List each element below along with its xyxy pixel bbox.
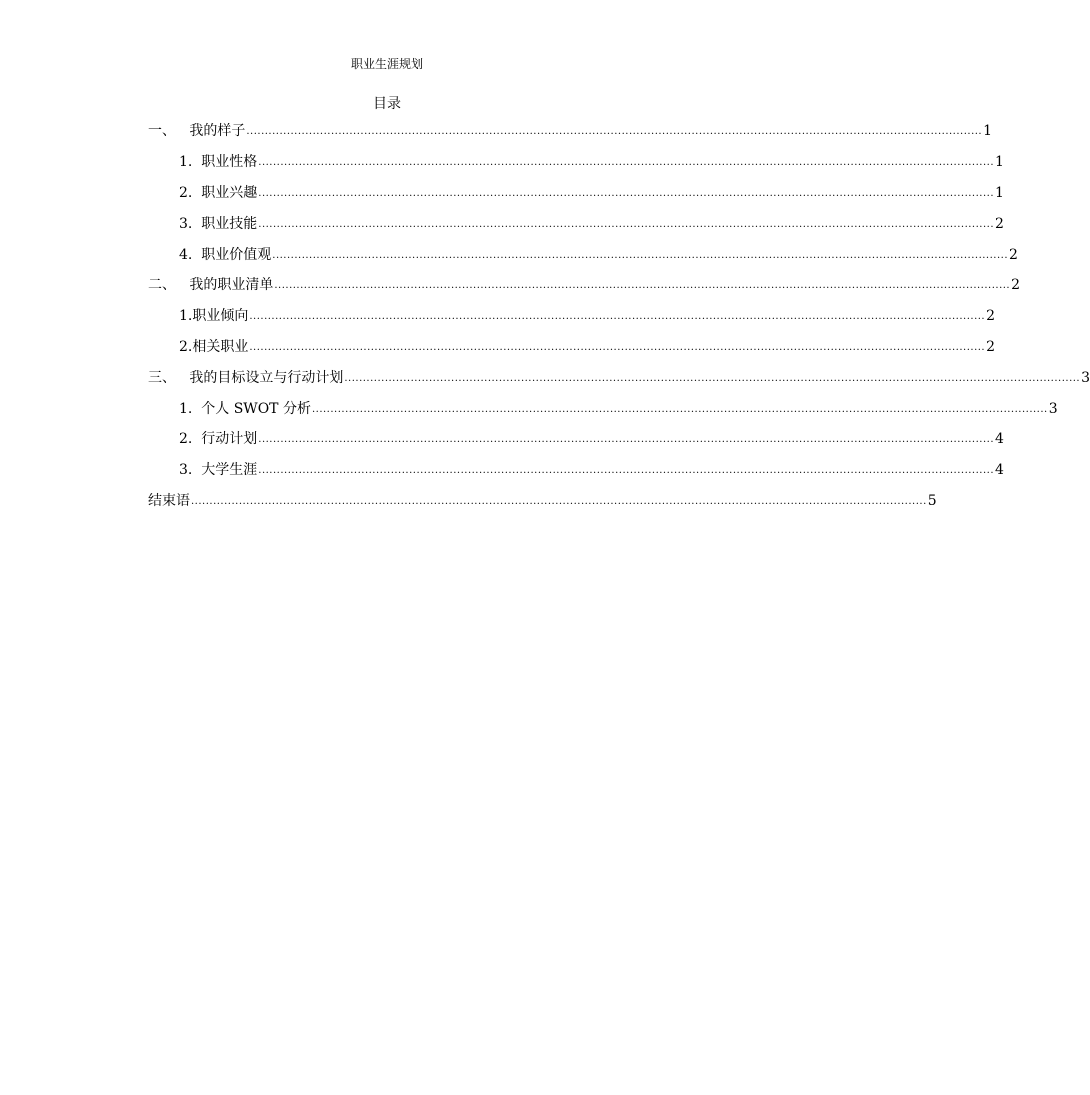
toc-entry-1-3[interactable] — [148, 208, 1004, 239]
toc-entry-1-2[interactable] — [148, 178, 1004, 209]
table-of-contents — [148, 116, 1090, 516]
toc-heading: 目录 — [373, 96, 401, 112]
toc-entry-number: 一、 — [148, 123, 190, 140]
toc-entry-title: 我的样子 — [189, 123, 246, 140]
toc-entry-3-1[interactable] — [148, 393, 1058, 424]
toc-entry-1-4[interactable] — [148, 239, 1018, 270]
toc-entry-number: 2. — [179, 184, 202, 201]
toc-dot-leader: ........................................................................................................................................................................................................ — [311, 403, 1048, 415]
toc-entry-title: 职业技能 — [201, 215, 258, 232]
toc-entry-title: 行动计划 — [201, 431, 258, 448]
toc-dot-leader: ........................................................................................................................................................................................................ — [274, 280, 1011, 292]
toc-entry-title: 大学生涯 — [201, 462, 258, 479]
toc-dot-leader: ........................................................................................................................................................................................................ — [258, 434, 995, 446]
toc-entry-number: 3. — [179, 215, 202, 232]
toc-dot-leader: ........................................................................................................................................................................................................ — [191, 495, 927, 507]
toc-entry-page: 3 — [1048, 400, 1058, 417]
toc-entry-page: 1 — [983, 123, 993, 140]
toc-entry-title: 个人 SWOT 分析 — [201, 400, 311, 417]
toc-entry-page: 5 — [927, 492, 937, 509]
toc-dot-leader: ........................................................................................................................................................................................................ — [258, 157, 995, 169]
toc-entry-number: 二、 — [148, 277, 190, 294]
toc-entry-number: 4. — [179, 246, 202, 263]
toc-entry-page: 4 — [995, 462, 1004, 479]
toc-entry-title: 职业兴趣 — [201, 184, 258, 201]
toc-dot-leader: ........................................................................................................................................................................................................ — [249, 341, 986, 353]
toc-entry-number: 2. — [179, 431, 202, 448]
toc-dot-leader: ........................................................................................................................................................................................................ — [258, 465, 995, 477]
toc-entry-2-1[interactable] — [148, 301, 996, 332]
toc-entry-title: 我的职业清单 — [189, 277, 274, 294]
toc-entry-title: 职业价值观 — [201, 246, 272, 263]
toc-dot-leader: ........................................................................................................................................................................................................ — [249, 311, 986, 323]
toc-entry-1[interactable] — [148, 116, 993, 147]
toc-entry-number: 2. — [179, 338, 193, 355]
toc-entry-number: 1. — [179, 400, 202, 417]
toc-entry-conclusion[interactable] — [148, 486, 937, 517]
toc-entry-page: 3 — [1081, 369, 1090, 386]
toc-dot-leader: ........................................................................................................................................................................................................ — [272, 249, 1009, 261]
toc-entry-page: 2 — [1011, 277, 1021, 294]
toc-entry-1-1[interactable] — [148, 147, 1004, 178]
toc-entry-title: 职业倾向 — [192, 308, 249, 325]
toc-entry-page: 2 — [986, 308, 996, 325]
toc-entry-page: 4 — [995, 431, 1004, 448]
toc-entry-3-2[interactable] — [148, 424, 1004, 455]
toc-entry-page: 2 — [995, 215, 1004, 232]
toc-entry-number: 1. — [179, 154, 202, 171]
toc-entry-page: 2 — [1009, 246, 1018, 263]
toc-dot-leader: ........................................................................................................................................................................................................ — [258, 187, 995, 199]
toc-entry-3[interactable] — [148, 362, 1090, 393]
toc-entry-number: 3. — [179, 462, 202, 479]
toc-entry-title: 我的目标设立与行动计划 — [189, 369, 344, 386]
toc-dot-leader: ........................................................................................................................................................................................................ — [258, 218, 995, 230]
toc-entry-number: 三、 — [148, 369, 190, 386]
page-header-title: 职业生涯规划 — [350, 57, 423, 71]
toc-entry-title: 职业性格 — [201, 154, 258, 171]
toc-entry-page: 1 — [995, 154, 1004, 171]
toc-entry-page: 2 — [986, 338, 996, 355]
toc-entry-title: 结束语 — [148, 492, 190, 509]
toc-dot-leader: ........................................................................................................................................................................................................ — [344, 372, 1081, 384]
toc-entry-number: 1. — [179, 308, 193, 325]
toc-entry-page: 1 — [995, 184, 1004, 201]
toc-entry-title: 相关职业 — [192, 338, 249, 355]
toc-dot-leader: ........................................................................................................................................................................................................ — [246, 126, 983, 138]
toc-entry-3-3[interactable] — [148, 455, 1004, 486]
toc-entry-2[interactable] — [148, 270, 1021, 301]
toc-entry-2-2[interactable] — [148, 332, 996, 363]
